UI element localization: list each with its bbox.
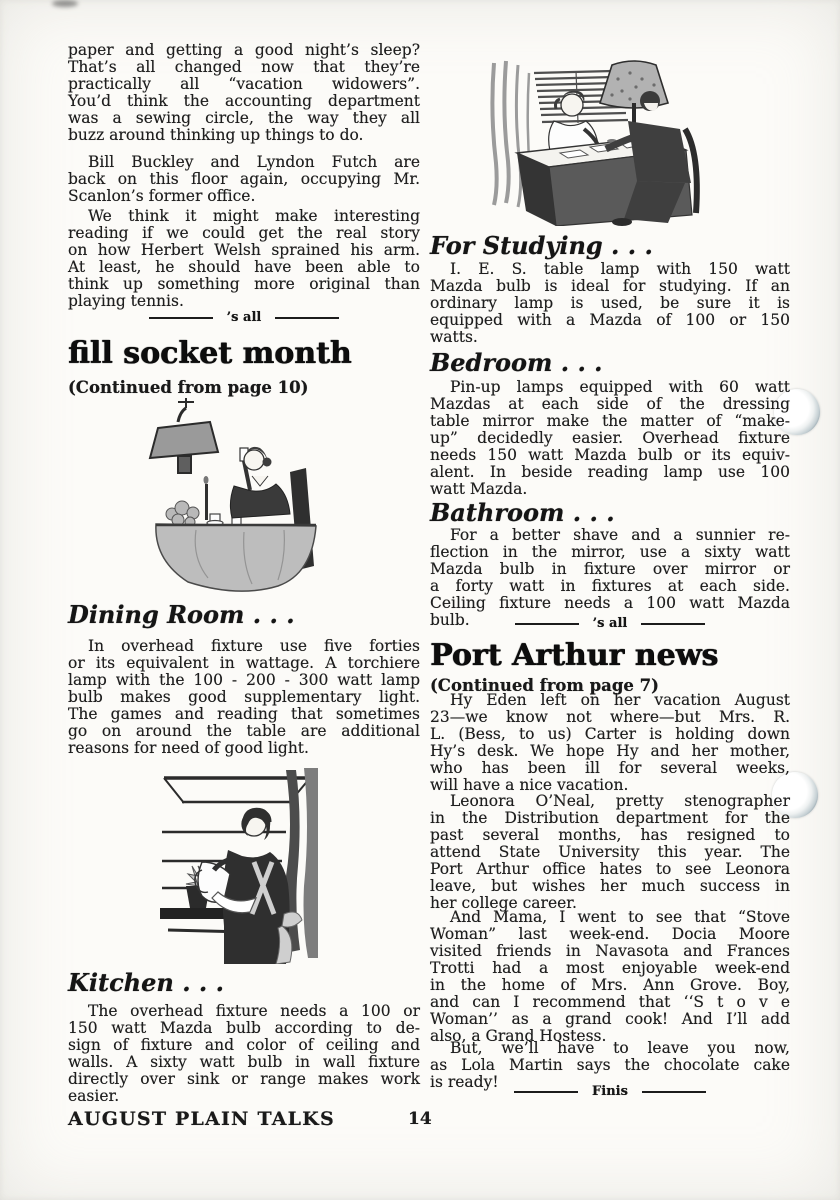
- text-line: her college career.: [430, 894, 577, 912]
- divider-rule: [515, 623, 579, 625]
- text-line: needs 150 watt Mazda bulb or its equiv-: [430, 446, 790, 464]
- text-line: also, a Grand Hostess.: [430, 1027, 607, 1045]
- seated-woman: [230, 447, 290, 518]
- heading-kitchen: Kitchen . . .: [68, 968, 224, 997]
- text-line: walls. A sixty watt bulb in wall fixture: [68, 1053, 420, 1071]
- text-line: Trotti had a most enjoyable week-end: [430, 959, 790, 977]
- text-line: table mirror make the matter of “make-: [430, 412, 790, 430]
- paragraph-herbert-welsh: [68, 208, 420, 310]
- text-line: on how Herbert Welsh sprained his arm.: [68, 241, 420, 259]
- text-line: in the home of Mrs. Ann Grove. Boy,: [430, 976, 790, 994]
- paragraph-leonora-oneal: [430, 793, 790, 912]
- divider-rule: [641, 623, 705, 625]
- text-line: Ceiling fixture needs a 100 watt Mazda: [430, 594, 790, 612]
- continued-from-page-10: (Continued from page 10): [68, 378, 309, 397]
- pendant-lamp: [150, 398, 218, 473]
- text-line: think up something more original than: [68, 275, 420, 293]
- heading-dining-room: Dining Room . . .: [68, 600, 295, 629]
- text-line: easier.: [68, 1087, 120, 1105]
- text-line: or its equivalent in wattage. A torchiere: [68, 654, 420, 672]
- text-line: Port Arthur office hates to see Leonora: [430, 860, 790, 878]
- text-line: alent. In beside reading lamp use 100: [430, 463, 790, 481]
- paragraph-bathroom: [430, 527, 790, 629]
- text-line: equipped with a Mazda of 100 or 150: [430, 311, 790, 329]
- text-line: past several months, has resigned to: [430, 826, 790, 844]
- footer-page-number: 14: [408, 1109, 432, 1129]
- text-line: Mazdas at each side of the dressing: [430, 395, 790, 413]
- text-line: sign of fixture and color of ceiling and: [68, 1036, 420, 1054]
- finis-divider: [430, 1084, 790, 1099]
- footer-publication-title: AUGUST PLAIN TALKS: [68, 1108, 335, 1130]
- text-line: ordinary lamp is used, be sure it is: [430, 294, 790, 312]
- text-line: I. E. S. table lamp with 150 watt: [450, 260, 790, 278]
- text-line: back on this floor again, occupying Mr.: [68, 170, 420, 188]
- text-line: in the Distribution department for the: [430, 809, 790, 827]
- divider-rule: [275, 317, 339, 319]
- text-line: L. (Bess, to us) Carter is holding down: [430, 725, 790, 743]
- text-line: Bill Buckley and Lyndon Futch are: [88, 153, 420, 171]
- text-line: And Mama, I went to see that “Stove: [450, 908, 790, 926]
- text-line: who has been ill for several weeks,: [430, 759, 790, 777]
- text-line: leave, but wishes her much success in: [430, 877, 790, 895]
- paragraph-kitchen: [68, 1003, 420, 1105]
- text-line: Hy Eden left on her vacation August: [450, 691, 790, 709]
- paragraph-bill-buckley: [68, 154, 420, 205]
- text-line: will have a nice vacation.: [430, 776, 629, 794]
- text-line: bulb makes good supplementary light.: [68, 688, 420, 706]
- divider-rule: [149, 317, 213, 319]
- text-line: as Lola Martin says the chocolate cake: [430, 1056, 790, 1074]
- paragraph-for-studying: [430, 261, 790, 346]
- text-line: 23—we know not where—but Mrs. R.: [430, 708, 790, 726]
- text-line: go on around the table are additional: [68, 722, 420, 740]
- text-line: bulb.: [430, 611, 470, 629]
- heading-for-studying: For Studying . . .: [430, 231, 653, 260]
- divider-rule: [514, 1091, 578, 1093]
- finis-label: Finis: [592, 1084, 628, 1099]
- paragraph-hy-eden: [430, 692, 790, 794]
- article-title-port-arthur-news: Port Arthur news: [430, 638, 719, 673]
- text-line: visited friends in Navasota and Frances: [430, 942, 790, 960]
- paragraph-dining-room: [68, 638, 420, 757]
- text-line: flection in the mirror, use a sixty watt: [430, 543, 790, 561]
- text-line: We think it might make interesting: [88, 207, 420, 225]
- text-line: was a sewing circle, the way they all: [68, 109, 420, 127]
- text-line: Mazda bulb is ideal for studying. If an: [430, 277, 790, 295]
- text-line: is ready!: [430, 1073, 499, 1091]
- article-title-fill-socket-month: fill socket month: [68, 336, 352, 371]
- text-line: a forty watt in fixtures at each side.: [430, 577, 790, 595]
- text-line: watt Mazda.: [430, 480, 528, 498]
- text-line: paper and getting a good night’s sleep?: [68, 41, 420, 59]
- text-line: lamp with the 100 - 200 - 300 watt lamp: [68, 671, 420, 689]
- paragraph-stove-woman: [430, 909, 790, 1045]
- kitchen-illustration: [158, 766, 318, 964]
- divider-rule: [642, 1091, 706, 1093]
- study-desk-illustration: [472, 33, 707, 226]
- text-line: Pin-up lamps equipped with 60 watt: [450, 378, 790, 396]
- text-line: That’s all changed now that they’re: [68, 58, 420, 76]
- s-all-divider-right: [430, 616, 790, 631]
- text-line: In overhead fixture use five forties: [88, 637, 420, 655]
- text-line: Leonora O’Neal, pretty stenographer: [450, 792, 790, 810]
- draped-table: [156, 524, 316, 591]
- scan-smudge: [52, 0, 78, 7]
- heading-bathroom: Bathroom . . .: [430, 498, 615, 527]
- dining-room-illustration: [148, 398, 328, 596]
- text-line: reading if we could get the real story: [68, 224, 420, 242]
- text-line: But, we’ll have to leave you now,: [450, 1039, 790, 1057]
- text-line: playing tennis.: [68, 292, 184, 310]
- text-line: The overhead fixture needs a 100 or: [88, 1002, 420, 1020]
- text-line: Hy’s desk. We hope Hy and her mother,: [430, 742, 790, 760]
- text-line: At least, he should have been able to: [68, 258, 420, 276]
- text-line: Woman’’ as a grand cook! And I’ll add: [430, 1010, 790, 1028]
- s-all-divider-left: [68, 310, 420, 325]
- paragraph-vacation-widowers: [68, 42, 420, 144]
- text-line: buzz around thinking up things to do.: [68, 126, 364, 144]
- text-line: For a better shave and a sunnier re-: [450, 526, 790, 544]
- curtain: [285, 768, 318, 958]
- text-line: up” decidedly easier. Overhead fixture: [430, 429, 790, 447]
- text-line: Scanlon’s former office.: [68, 187, 256, 205]
- text-line: The games and reading that sometimes: [68, 705, 420, 723]
- divider-label: ’s all: [226, 310, 262, 325]
- text-line: practically all “vacation widowers”.: [68, 75, 420, 93]
- text-line: and can I recommend that ‘‘S t o v e: [430, 993, 790, 1011]
- heading-bedroom: Bedroom . . .: [430, 348, 603, 377]
- text-line: reasons for need of good light.: [68, 739, 309, 757]
- continued-from-page-7: (Continued from page 7): [430, 676, 659, 695]
- text-line: You’d think the accounting department: [68, 92, 420, 110]
- text-line: attend State University this year. The: [430, 843, 790, 861]
- divider-label: ’s all: [592, 616, 628, 631]
- text-line: Mazda bulb in fixture over mirror or: [430, 560, 790, 578]
- text-line: directly over sink or range makes work: [68, 1070, 420, 1088]
- paragraph-bedroom: [430, 379, 790, 498]
- text-line: Woman” last week-end. Docia Moore: [430, 925, 790, 943]
- text-line: 150 watt Mazda bulb according to de-: [68, 1019, 420, 1037]
- text-line: watts.: [430, 328, 478, 346]
